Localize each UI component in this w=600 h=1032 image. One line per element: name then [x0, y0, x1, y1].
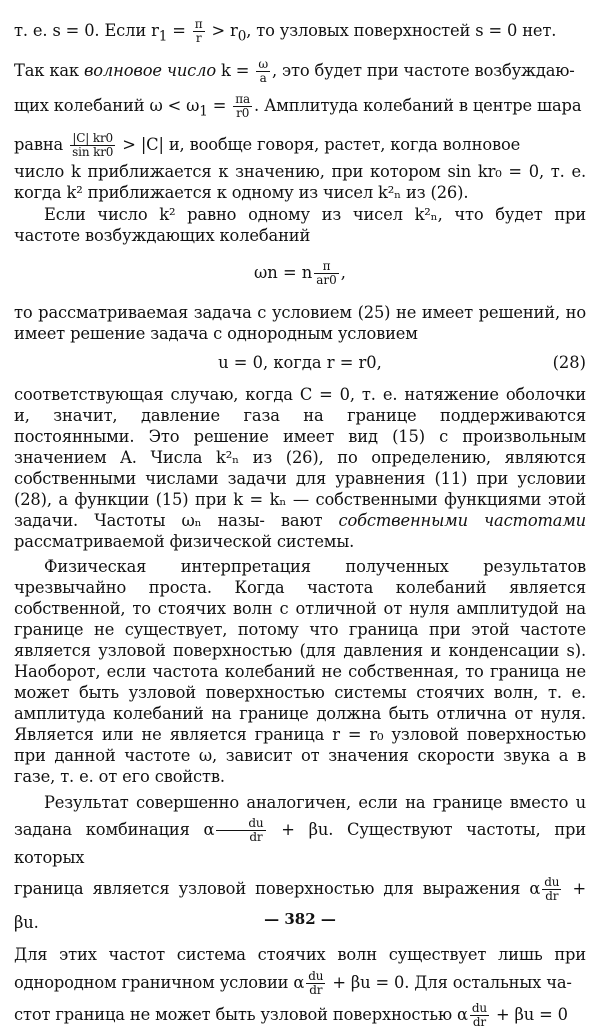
equation-28	[14, 350, 586, 376]
paragraph-line-4	[14, 130, 586, 160]
fraction-omega-over-a	[256, 58, 270, 85]
equation-text: u = 0, когда r = r0,	[218, 352, 382, 372]
text-run: стот граница не может быть узловой поверхностью α	[14, 1004, 468, 1024]
text-run: щих колебаний ω < ω	[14, 96, 200, 116]
frac-den: dr	[472, 1014, 486, 1029]
text-run: + βu.	[14, 878, 586, 932]
text-run: Для этих частот система стоячих волн существует лишь при однородном граничном условии α	[14, 944, 586, 992]
paragraph-12	[14, 941, 586, 997]
text-run: Результат совершенно аналогичен, если на границе вместо u задана комбинация α	[14, 792, 586, 839]
text-run: > |C| и, вообще говоря, растет, когда волновое	[117, 134, 521, 154]
fraction-pi-a-over-r0	[233, 93, 252, 120]
text-run: + βu = 0. Для остальных ча-	[327, 972, 572, 992]
frac-num: |C| kr0	[70, 132, 115, 146]
page-number: — 382 —	[264, 910, 336, 928]
text-run: равна	[14, 134, 69, 154]
paragraph-9: Физическая интерпретация полученных результатов чрезвычайно проста. Когда частота колебаний является собственной, то стоячих волн с отличной от нуля амплитудой на границе не существует, потому что граница при этой частоте является узловой поверхностью (для давления и конденсации s). Наоборот, если частота колебаний не собственная, то граница не может быть узловой поверхностью системы стоячих волн, т. е. амплитуда колебаний на границе должна быть отлична от нуля. Является или не является граница r = r₀ узловой поверхностью при данной частоте ω, зависит от значения скорости звука a в газе, т. е. от его свойств.	[14, 556, 586, 786]
frac-num: πa	[235, 92, 251, 107]
frac-num: π	[314, 260, 339, 274]
italic-term: собственными частотами	[338, 510, 587, 530]
frac-den: a	[259, 71, 267, 86]
formula-lhs: ωn = n	[254, 262, 313, 282]
frac-num: π	[194, 17, 203, 31]
equation-number: (28)	[552, 352, 586, 372]
text-run: , то узловых поверхностей s = 0 нет.	[246, 21, 557, 40]
text-run: вают	[280, 510, 339, 530]
paragraph-13	[14, 998, 586, 1032]
fraction-pi-over-ar0	[314, 260, 339, 287]
text-run: + βu. Существуют частоты, при которых	[14, 819, 586, 867]
frac-den: r0	[236, 106, 250, 121]
text-run: k =	[216, 61, 255, 81]
text-run: + βu = 0	[490, 1004, 568, 1024]
text-run: соответствующая случаю, когда C = 0, т. е. натяжение оболочки и, значит, давление газа на границе поддерживаются постоянными. Это решение имеет вид (15) с произвольным значением A. Числа k²ₙ из (26), по определению, являются собственными числами задачи для уравнения (11) при условии (28), а функции (15) при k = kₙ — собственными функциями этой задачи. Частоты ωₙ назы-	[14, 384, 586, 530]
frac-num: du	[544, 874, 560, 889]
fraction-pi-over-r	[193, 18, 205, 45]
fraction-amplitude	[70, 132, 115, 159]
text-run: . Амплитуда колебаний в центре шара	[254, 96, 582, 116]
paragraph-10	[14, 789, 586, 871]
text-run: граница является узловой поверхностью для выражения α	[14, 878, 541, 898]
text-run: Так как	[14, 61, 84, 81]
text-run: т. е. s = 0. Если r	[14, 21, 159, 40]
paragraph-line-3: щих колебаний $\omega < \omega_1$ = $\frac{\pi a}{r0}$ . Амплитуда колебаний в центре шара	[14, 92, 582, 121]
frac-num: du	[471, 1000, 487, 1015]
frac-num: du	[308, 968, 324, 983]
frac-num: ω	[258, 57, 268, 72]
text-run: =	[167, 21, 191, 40]
text-run: > r	[206, 21, 238, 40]
formula-tail: ,	[340, 262, 346, 282]
frac-num: du	[216, 817, 265, 831]
paragraph-line-2	[14, 54, 586, 88]
italic-term: волновое число	[83, 61, 217, 81]
paragraph-5: число k приближается к значению, при котором sin kr₀ = 0, т. е. когда k² приближается к одному из чисел k²ₙ из (26).	[14, 161, 586, 202]
frac-den: r	[195, 31, 202, 45]
frac-den: ar0	[316, 272, 337, 287]
frac-den: dr	[309, 982, 323, 997]
text-run: рассматриваемой физической системы.	[14, 531, 355, 551]
fraction-du-dr	[470, 1002, 489, 1029]
paragraph-8	[14, 384, 586, 552]
frac-den: sin kr0	[72, 144, 114, 159]
paragraph-11	[14, 872, 586, 940]
text-run: =	[207, 96, 232, 116]
frac-den: dr	[545, 888, 559, 903]
paragraph-7: то рассматриваемая задача с условием (25) не имеет решений, но имеет решение задача с однородным условием	[14, 302, 586, 343]
frac-den: dr	[249, 829, 263, 844]
fraction-du-dr	[216, 817, 265, 844]
text-run: , это будет при частоте возбуждаю-	[271, 61, 575, 81]
fraction-du-dr	[306, 970, 325, 997]
paragraph-6: Если число k² равно одному из чисел k²ₙ, что будет при частоте возбуждающих колебаний	[14, 204, 586, 245]
fraction-du-dr	[542, 876, 561, 903]
formula-omega-n	[14, 260, 586, 290]
paragraph-line-1: т. е. s = 0. Если $r_1$ = $\frac{\pi}{r}$ > $r_0$, то узловых поверхностей s = 0 нет.	[14, 17, 557, 45]
